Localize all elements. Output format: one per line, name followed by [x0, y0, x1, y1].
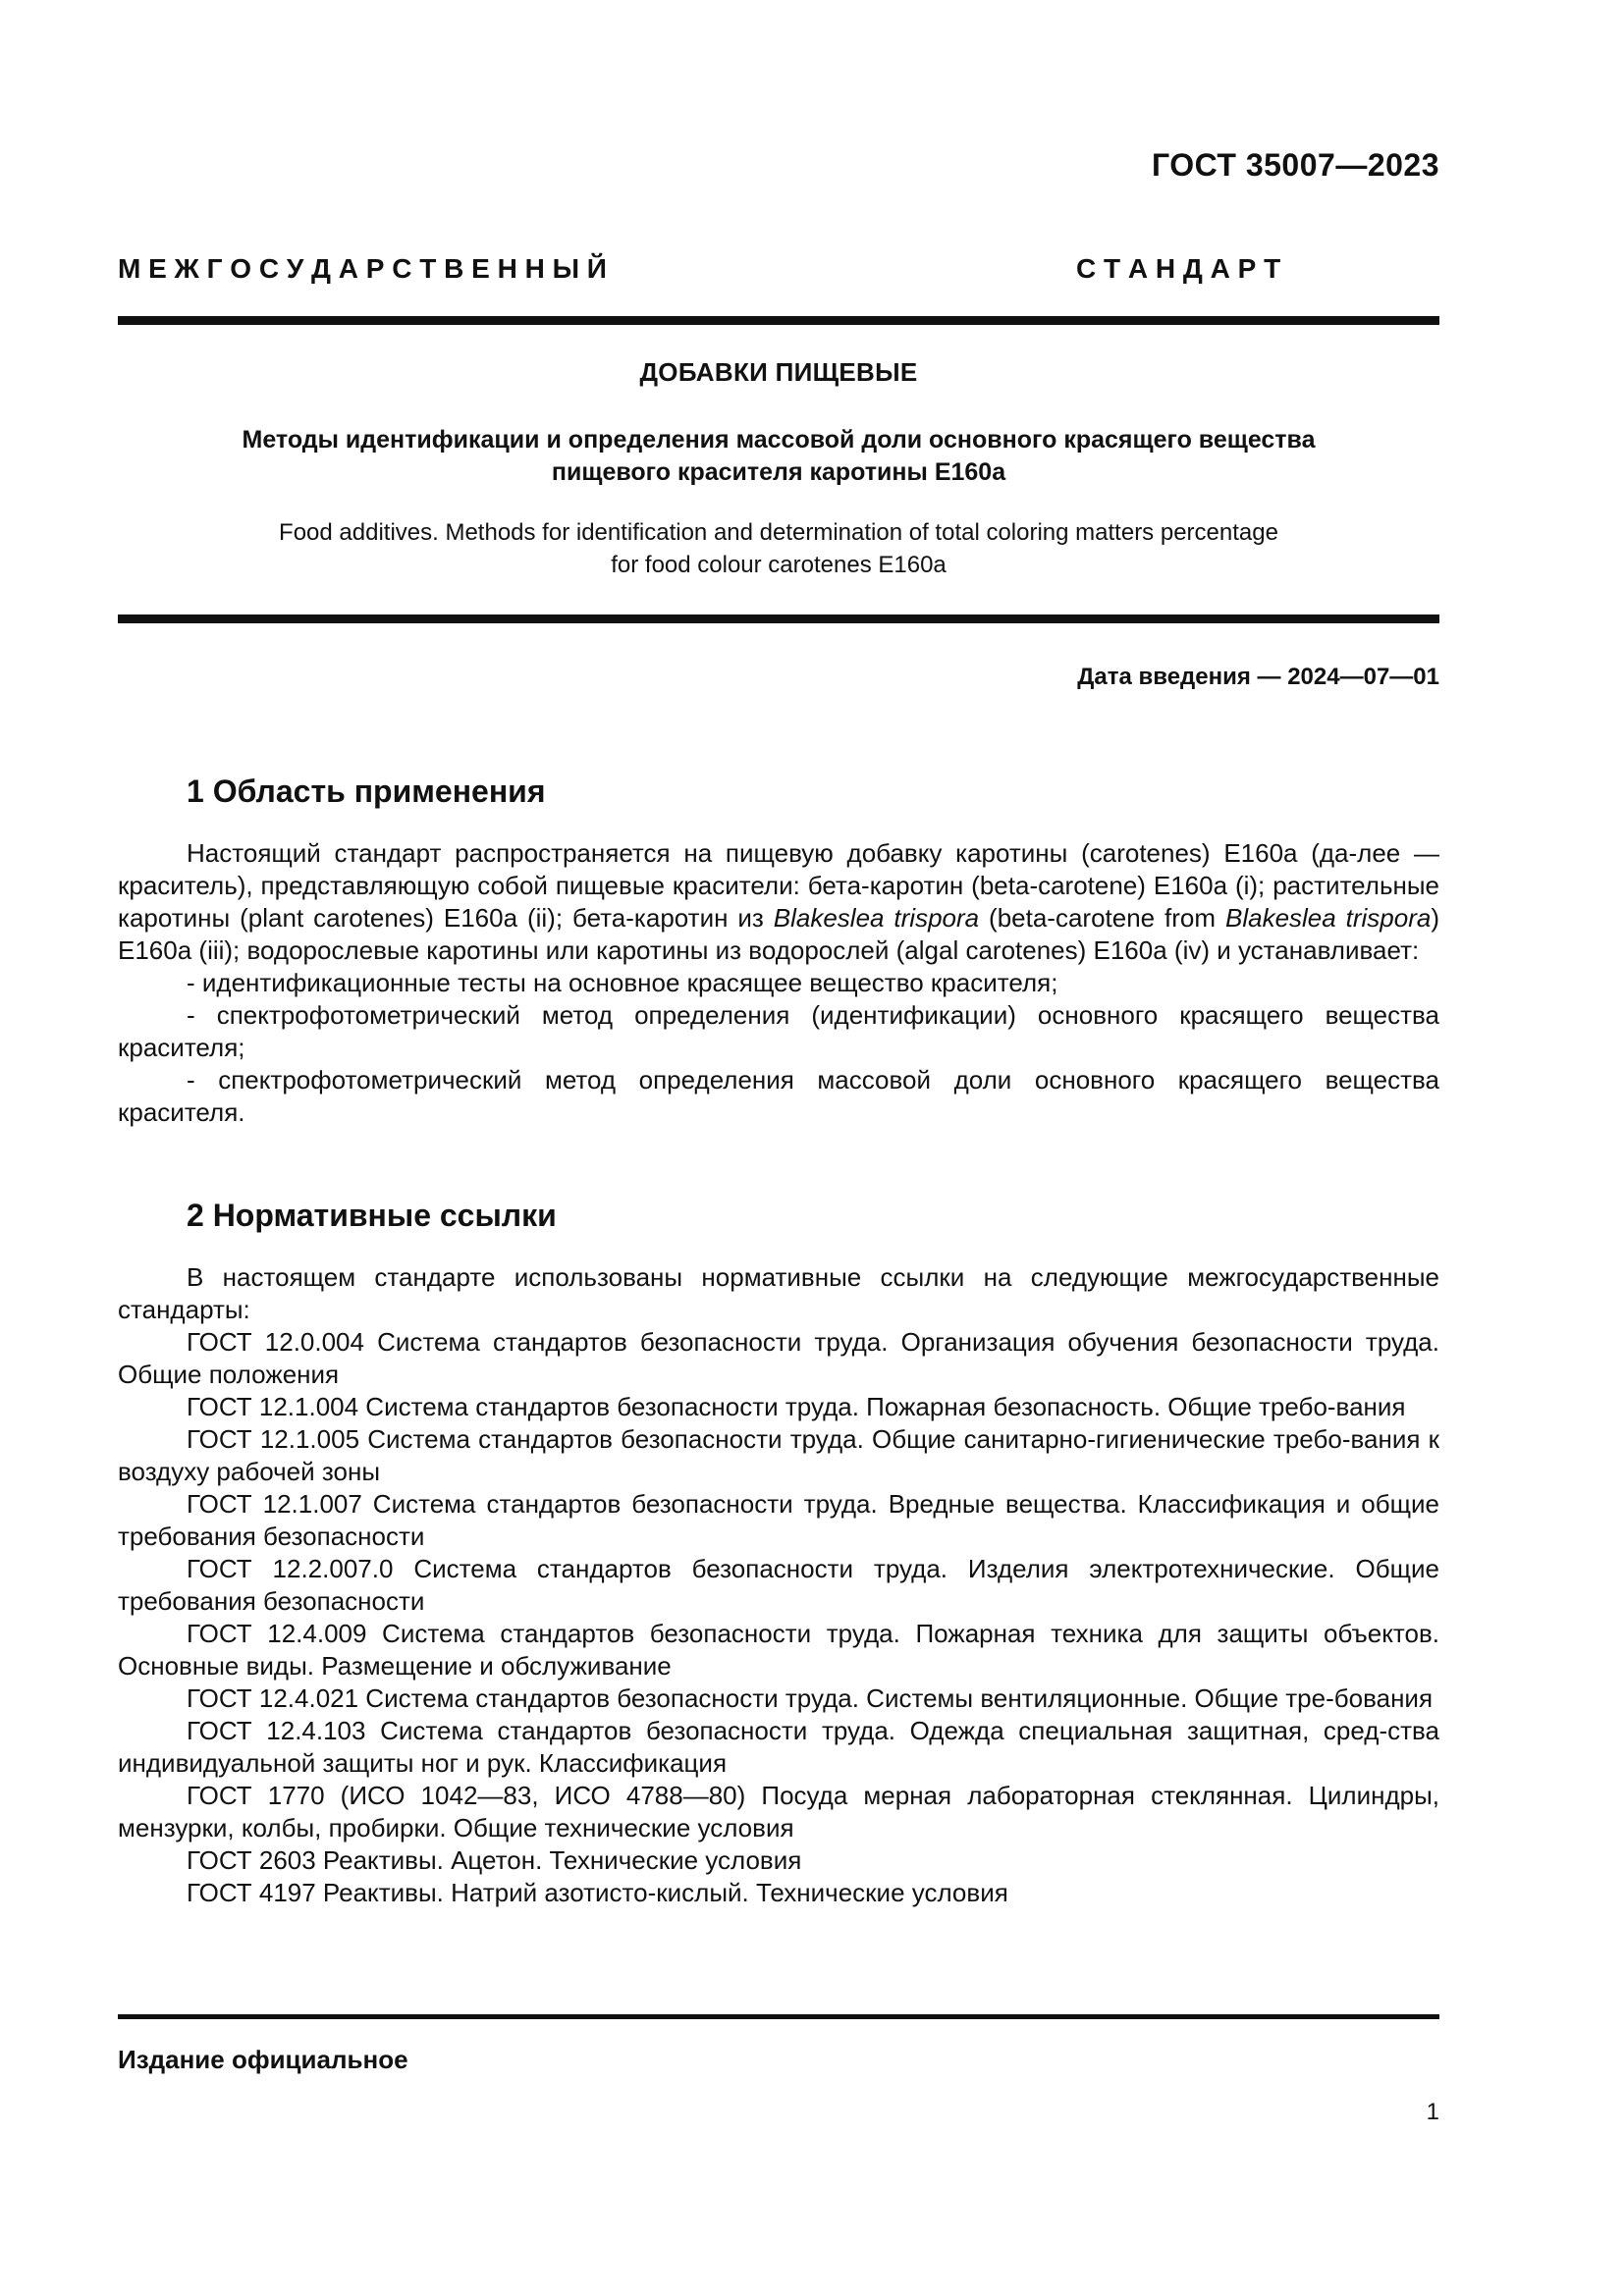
standard-type-word1: М Е Ж Г О С У Д А Р С Т В Е Н Н Ы Й [118, 253, 607, 284]
top-rule [118, 316, 1439, 325]
scope-item: - спектрофотометрический метод определения (идентификации) основного красящего вещества красителя; [118, 1000, 1439, 1062]
reference-item: ГОСТ 1770 (ИСО 1042—83, ИСО 4788—80) Посуда мерная лабораторная стеклянная. Цилиндры, мензурки, колбы, пробирки. Общие технические условия [118, 1781, 1439, 1842]
standard-type-word2: С Т А Н Д А Р Т [1076, 253, 1281, 284]
reference-item: ГОСТ 4197 Реактивы. Натрий азотисто-кислый. Технические условия [187, 1878, 1008, 1907]
standard-type [118, 253, 1439, 285]
reference-item: ГОСТ 12.4.021 Система стандартов безопасности труда. Системы вентиляционные. Общие тре-бования [187, 1683, 1434, 1713]
references-intro: В настоящем стандарте использованы нормативные ссылки на следующие межгосударственные стандарты: [118, 1262, 1439, 1324]
reference-item: ГОСТ 12.4.103 Система стандартов безопасности труда. Одежда специальная защитная, сред-ства индивидуальной защиты ног и рук. Классификация [118, 1716, 1439, 1778]
scope-text-b: (beta-carotene from [979, 903, 1225, 933]
footer-rule [118, 2014, 1439, 2019]
intro-date: Дата введения — 2024—07—01 [1077, 664, 1439, 690]
subtitle-line-1: Методы идентификации и определения массовой доли основного красящего вещества [242, 426, 1316, 454]
scope-item: - спектрофотометрический метод определения массовой доли основного красящего вещества красителя. [118, 1065, 1439, 1127]
section-2-heading: 2 Нормативные ссылки [187, 1198, 557, 1233]
scope-species-1: Blakeslea trispora [773, 903, 980, 933]
reference-item: ГОСТ 12.1.007 Система стандартов безопасности труда. Вредные вещества. Классификация и общие требования безопасности [118, 1489, 1439, 1551]
english-title-line-1: Food additives. Methods for identification and determination of total coloring matters percentage [279, 519, 1278, 546]
reference-item: ГОСТ 12.1.005 Система стандартов безопасности труда. Общие санитарно-гигиенические требо-вания к воздуху рабочей зоны [118, 1424, 1439, 1486]
official-edition-label: Издание официальное [118, 2045, 408, 2074]
document-subtitle [118, 424, 1439, 489]
section-1-body [118, 837, 1439, 1129]
english-title-line-2: for food colour carotenes E160a [611, 552, 947, 578]
scope-paragraph [118, 837, 1439, 967]
scope-text-a: Настоящий стандарт распространяется на пищевую добавку каротины (carotenes) Е160а (да-лее — краситель), представляющую собой пищевые красители: бета-каротин (beta-carotene) Е160а (i); растительные каротины (plant carotenes) Е160а (ii); бета-каротин из [118, 838, 1439, 933]
reference-item: ГОСТ 12.2.007.0 Система стандартов безопасности труда. Изделия электротехнические. Общие требования безопасности [118, 1554, 1439, 1616]
gost-number: ГОСТ 35007—2023 [1151, 147, 1439, 183]
reference-item: ГОСТ 12.4.009 Система стандартов безопасности труда. Пожарная техника для защиты объектов. Основные виды. Размещение и обслуживание [118, 1619, 1439, 1681]
page-number: 1 [1426, 2099, 1439, 2125]
document-title: ДОБАВКИ ПИЩЕВЫЕ [639, 357, 918, 387]
reference-item: ГОСТ 2603 Реактивы. Ацетон. Технические условия [187, 1845, 802, 1875]
title-rule [118, 614, 1439, 623]
subtitle-line-2: пищевого красителя каротины Е160а [551, 458, 1006, 486]
section-2-body [118, 1261, 1439, 1909]
scope-text-c: ) Е160а (iii); водорослевые каротины или каротины из водорослей (algal carotenes) Е160а (iv) и устанавливает: [118, 903, 1440, 965]
section-1-heading: 1 Область применения [187, 774, 546, 809]
scope-species-2: Blakeslea trispora [1224, 903, 1432, 933]
reference-item: ГОСТ 12.1.004 Система стандартов безопасности труда. Пожарная безопасность. Общие требо-вания [187, 1392, 1406, 1421]
reference-item: ГОСТ 12.0.004 Система стандартов безопасности труда. Организация обучения безопасности труда. Общие положения [118, 1327, 1439, 1389]
scope-item: - идентификационные тесты на основное красящее вещество красителя; [187, 968, 1058, 997]
english-title [118, 516, 1439, 581]
